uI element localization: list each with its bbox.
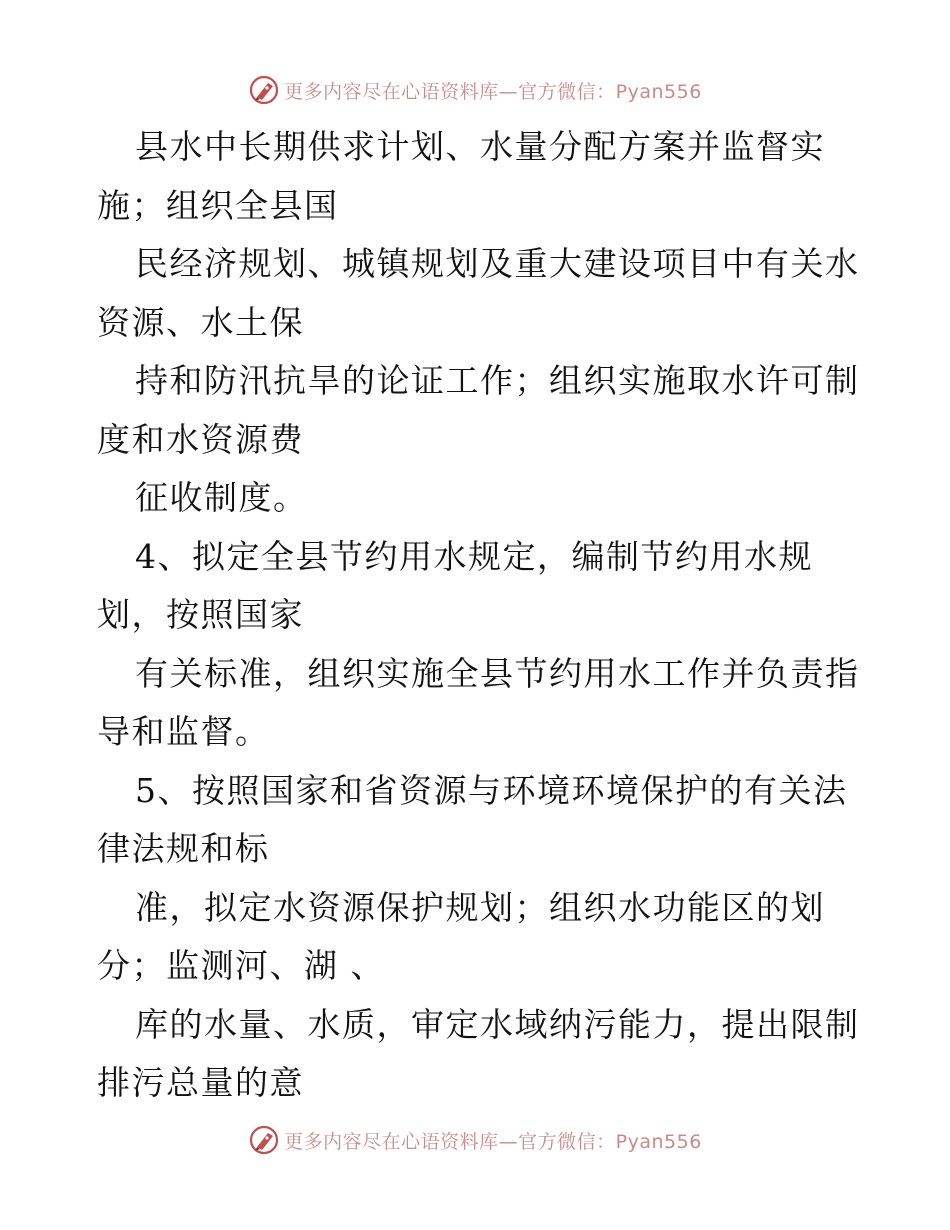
footer-banner (0, 1122, 950, 1158)
body-line: 4、拟定全县节约用水规定，编制节约用水规 (135, 536, 813, 576)
body-line: 县水中长期供求计划、水量分配方案并监督实 (135, 127, 825, 166)
body-line: 施；组织全县国 (97, 185, 339, 225)
body-line: 5、按照国家和省资源与环境环境保护的有关法 (135, 770, 848, 810)
document-body (97, 118, 877, 1113)
body-line: 划，按照国家 (97, 595, 304, 634)
body-line: 征收制度。 (135, 478, 308, 517)
body-line: 持和防汛抗旱的论证工作；组织实施取水许可制 (135, 361, 860, 400)
body-line: 导和监督。 (97, 712, 270, 751)
header-banner-text: 更多内容尽在心语资料库—官方微信：Pyan556 (284, 80, 702, 103)
body-line: 排污总量的意 (97, 1063, 304, 1102)
footer-banner-text: 更多内容尽在心语资料库—官方微信：Pyan556 (284, 1130, 702, 1153)
body-line: 民经济规划、城镇规划及重大建设项目中有关水 (135, 244, 860, 283)
body-line: 律法规和标 (97, 829, 270, 868)
body-line: 准，拟定水资源保护规划；组织水功能区的划 (135, 887, 825, 927)
body-line: 库的水量、水质，审定水域纳污能力，提出限制 (135, 1004, 860, 1044)
body-line: 分；监测河、湖 、 (97, 946, 385, 985)
body-line: 有关标准，组织实施全县节约用水工作并负责指 (135, 653, 860, 693)
body-line: 资源、水土保 (97, 302, 304, 342)
header-banner (0, 72, 950, 108)
body-line: 度和水资源费 (97, 419, 304, 459)
pen-nib-logo-icon (248, 1124, 280, 1156)
pen-nib-logo-icon (248, 74, 280, 106)
